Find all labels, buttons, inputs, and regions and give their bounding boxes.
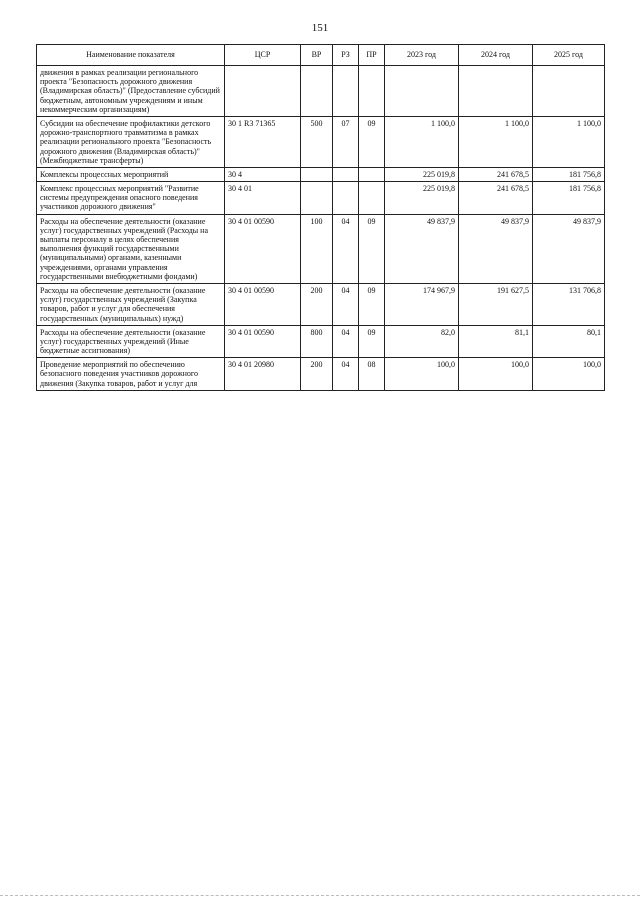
- row-vr: [301, 182, 333, 215]
- header-2023: 2023 год: [385, 45, 459, 66]
- row-vr: 500: [301, 116, 333, 167]
- row-2023: 1 100,0: [385, 116, 459, 167]
- row-rz: [333, 167, 359, 181]
- row-csr: 30 4 01: [225, 182, 301, 215]
- row-vr: 200: [301, 358, 333, 391]
- row-name: Комплексы процессных мероприятий: [37, 167, 225, 181]
- table-header-row: [37, 45, 605, 66]
- row-rz: 04: [333, 358, 359, 391]
- row-2023: 174 967,9: [385, 283, 459, 325]
- row-2023: 100,0: [385, 358, 459, 391]
- row-csr: 30 4 01 00590: [225, 283, 301, 325]
- row-2025: 100,0: [533, 358, 605, 391]
- row-pr: [359, 66, 385, 117]
- row-2024: 100,0: [459, 358, 533, 391]
- row-name: Расходы на обеспечение деятельности (оказание услуг) государственных учреждений (Закупка товаров, работ и услуг для обеспечения государственных (муниципальных) нужд): [37, 283, 225, 325]
- row-2023: 225 019,8: [385, 167, 459, 181]
- header-csr: ЦСР: [225, 45, 301, 66]
- row-2023: [385, 66, 459, 117]
- row-2025: 131 706,8: [533, 283, 605, 325]
- row-name: Проведение мероприятий по обеспечению безопасного поведения участников дорожного движения (Закупка товаров, работ и услуг для: [37, 358, 225, 391]
- row-pr: 09: [359, 116, 385, 167]
- row-vr: 200: [301, 283, 333, 325]
- row-vr: [301, 167, 333, 181]
- row-vr: [301, 66, 333, 117]
- row-2025: 1 100,0: [533, 116, 605, 167]
- header-pr: ПР: [359, 45, 385, 66]
- header-2024: 2024 год: [459, 45, 533, 66]
- row-csr: 30 4 01 00590: [225, 325, 301, 358]
- row-rz: 07: [333, 116, 359, 167]
- row-pr: [359, 182, 385, 215]
- header-name: Наименование показателя: [37, 45, 225, 66]
- row-rz: 04: [333, 325, 359, 358]
- row-name: Субсидии на обеспечение профилактики детского дорожно-транспортного травматизма в рамках реализации регионального проекта "Безопасность дорожного движения (Владимирская область)" (Межбюджетные трансферты): [37, 116, 225, 167]
- row-2025: 49 837,9: [533, 214, 605, 283]
- row-2023: 225 019,8: [385, 182, 459, 215]
- scan-edge-divider: [0, 895, 640, 897]
- row-name: Расходы на обеспечение деятельности (оказание услуг) государственных учреждений (Иные бюджетные ассигнования): [37, 325, 225, 358]
- row-vr: 100: [301, 214, 333, 283]
- row-2024: 1 100,0: [459, 116, 533, 167]
- row-rz: 04: [333, 283, 359, 325]
- row-2024: 191 627,5: [459, 283, 533, 325]
- row-csr: [225, 66, 301, 117]
- row-pr: 09: [359, 325, 385, 358]
- row-2023: 49 837,9: [385, 214, 459, 283]
- row-2025: [533, 66, 605, 117]
- row-2024: 49 837,9: [459, 214, 533, 283]
- page-number: 151: [311, 22, 329, 34]
- row-pr: 09: [359, 214, 385, 283]
- row-2024: 241 678,5: [459, 167, 533, 181]
- table-row: [37, 283, 605, 325]
- table-row: [37, 66, 605, 117]
- row-2024: [459, 66, 533, 117]
- table-row: [37, 325, 605, 358]
- row-name: Расходы на обеспечение деятельности (оказание услуг) государственных учреждений (Расходы на выплаты персоналу в целях обеспечения выполнения функций государственными (муниципальными) органами, казенными учреждениями, органами управления государственными внебюджетными фондами): [37, 214, 225, 283]
- header-rz: РЗ: [333, 45, 359, 66]
- row-2025: 80,1: [533, 325, 605, 358]
- row-csr: 30 4 01 20980: [225, 358, 301, 391]
- row-2025: 181 756,8: [533, 182, 605, 215]
- row-vr: 800: [301, 325, 333, 358]
- table-row: [37, 214, 605, 283]
- row-2023: 82,0: [385, 325, 459, 358]
- row-csr: 30 1 R3 71365: [225, 116, 301, 167]
- row-name: движения в рамках реализации регионального проекта "Безопасность дорожного движения (Владимирская область)" (Предоставление субсидий бюджетным, автономным учреждениям и иным некоммерческим организациям): [37, 66, 225, 117]
- row-rz: [333, 182, 359, 215]
- row-2025: 181 756,8: [533, 167, 605, 181]
- table-row: [37, 116, 605, 167]
- header-vr: ВР: [301, 45, 333, 66]
- row-csr: 30 4 01 00590: [225, 214, 301, 283]
- table-row: [37, 167, 605, 181]
- row-pr: [359, 167, 385, 181]
- row-name: Комплекс процессных мероприятий "Развитие системы предупреждения опасного поведения участников дорожного движения": [37, 182, 225, 215]
- row-rz: [333, 66, 359, 117]
- table-row: [37, 358, 605, 391]
- row-2024: 241 678,5: [459, 182, 533, 215]
- row-rz: 04: [333, 214, 359, 283]
- row-2024: 81,1: [459, 325, 533, 358]
- budget-table: [36, 44, 605, 391]
- table-row: [37, 182, 605, 215]
- row-csr: 30 4: [225, 167, 301, 181]
- header-2025: 2025 год: [533, 45, 605, 66]
- row-pr: 08: [359, 358, 385, 391]
- row-pr: 09: [359, 283, 385, 325]
